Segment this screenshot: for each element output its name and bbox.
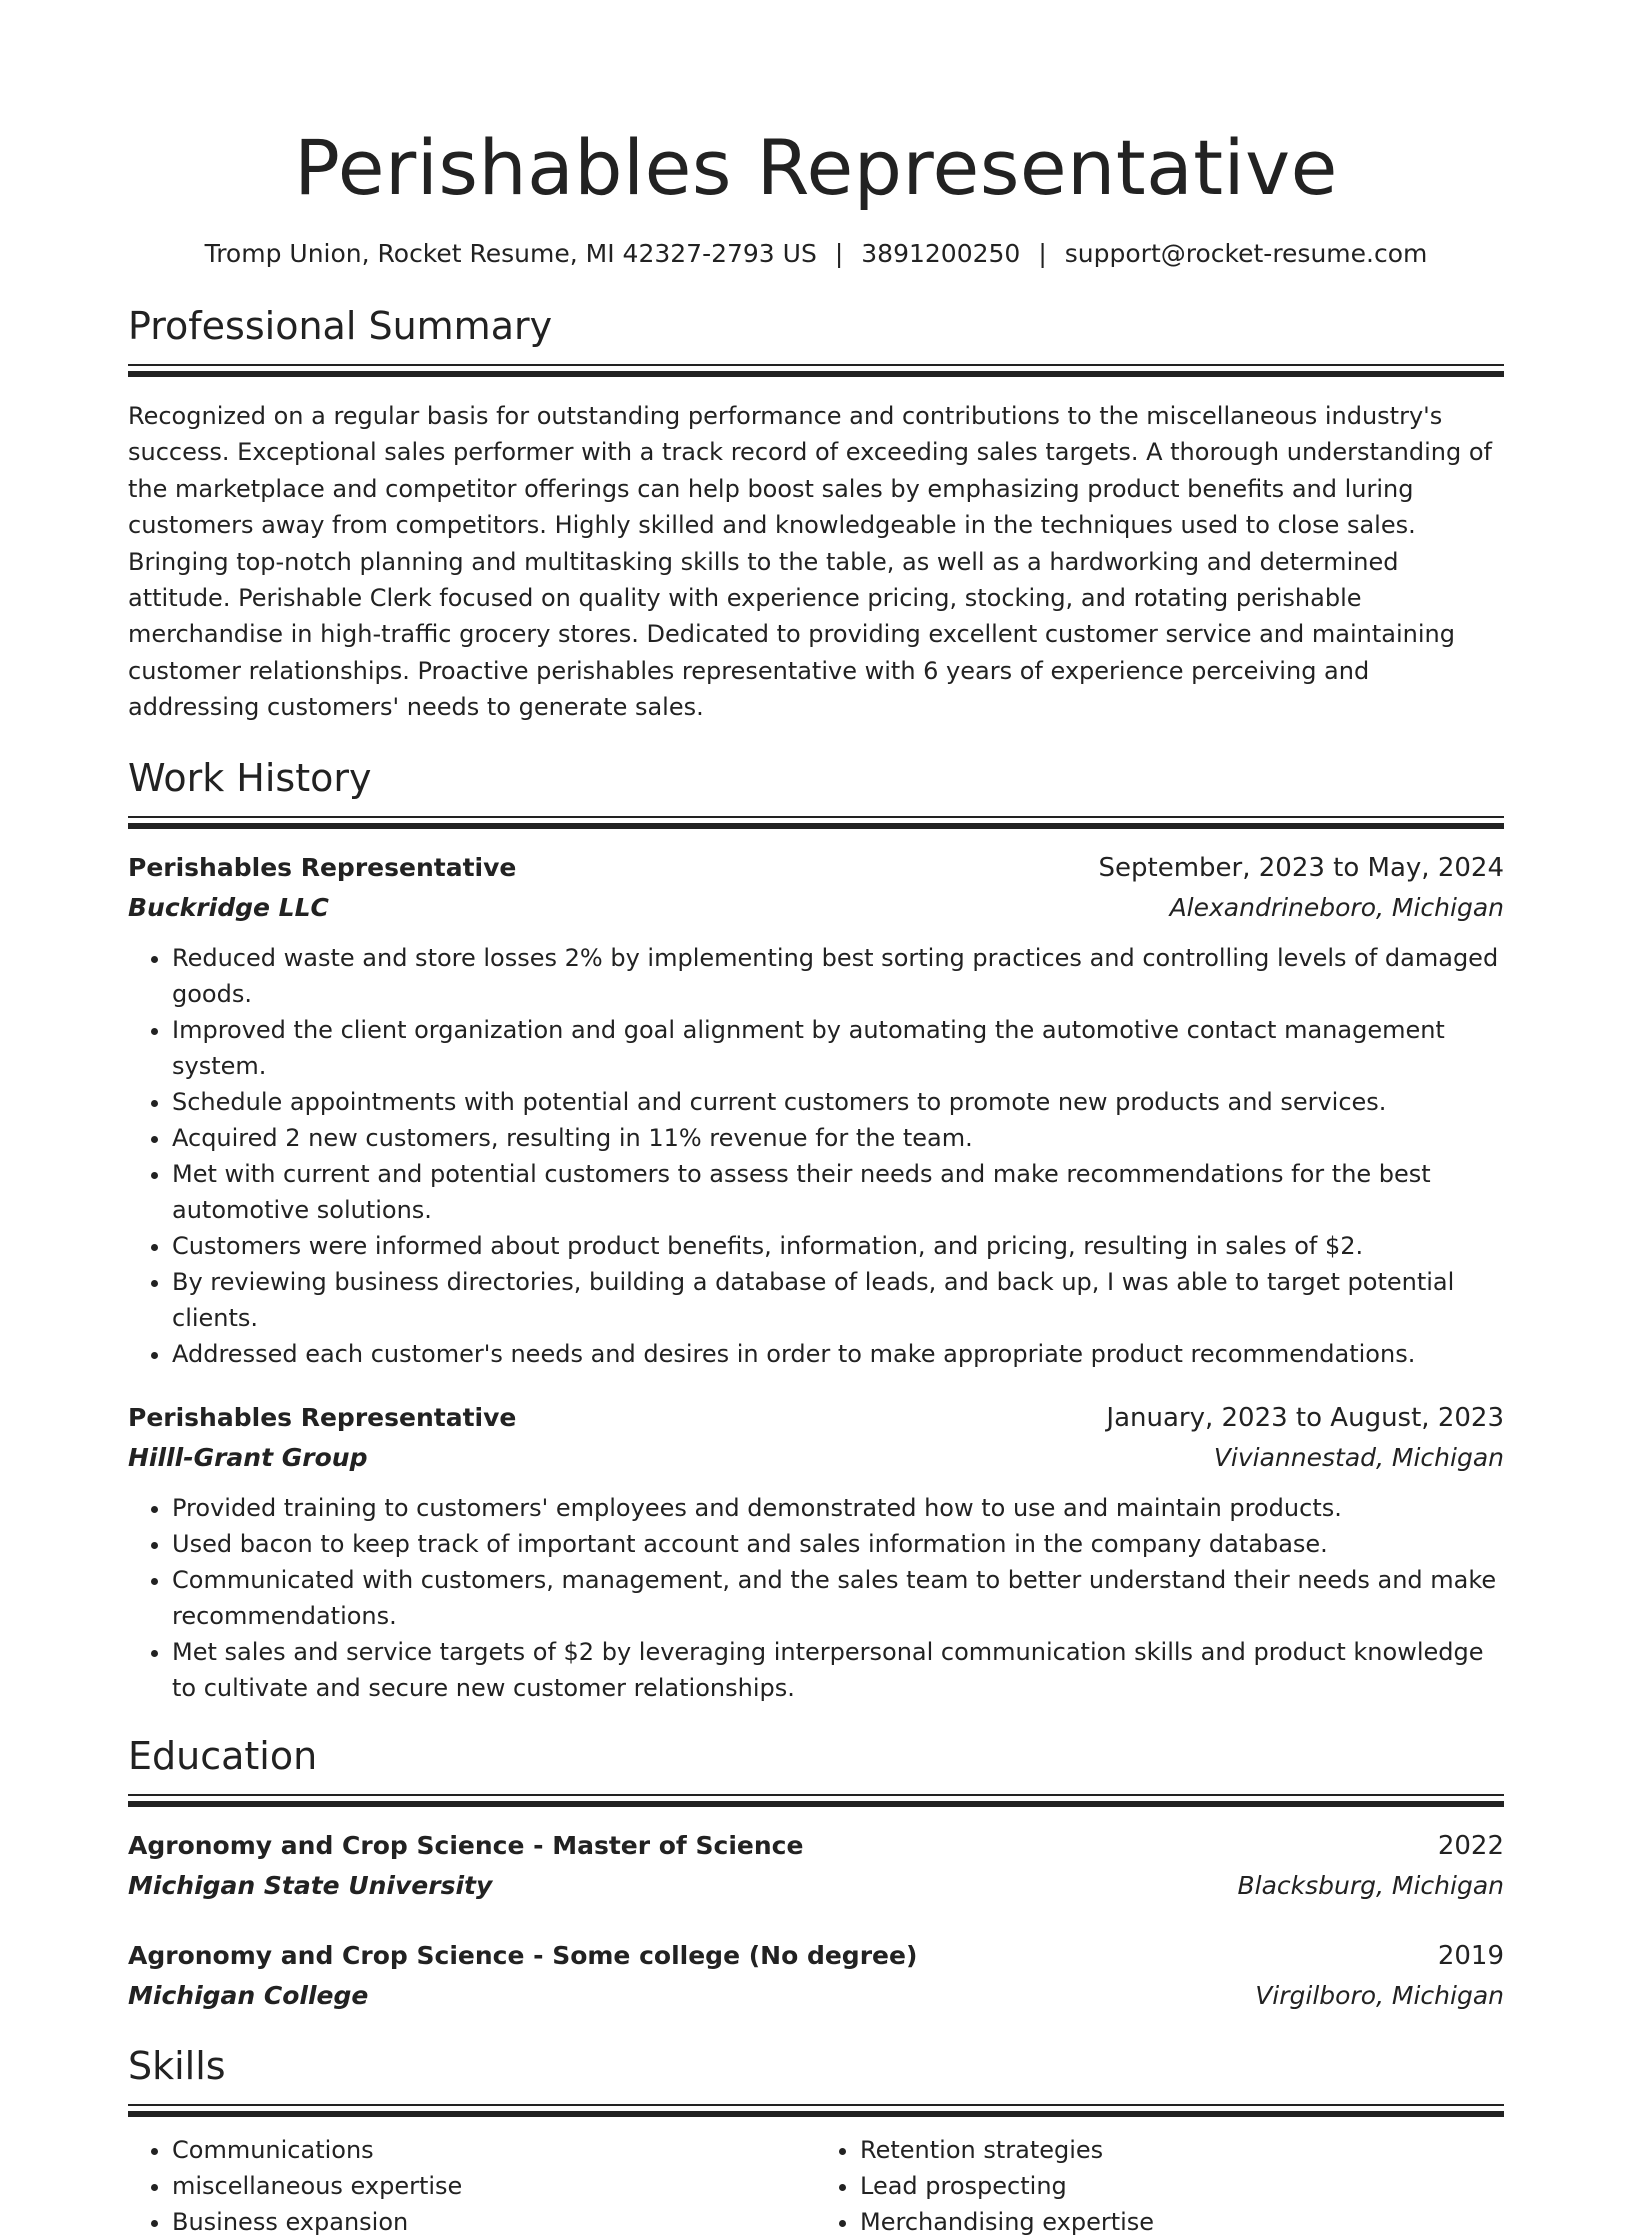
contact-address: Tromp Union, Rocket Resume, MI 42327-2793 US [204,239,817,268]
job-company: Hilll-Grant Group [128,1442,368,1472]
job-company: Buckridge LLC [128,892,329,922]
education-section [128,1732,1504,2016]
skill-item: • Merchandising expertise [860,2204,1504,2240]
list-item: • Addressed each customer's needs and desires in order to make appropriate product recommendations. [172,1336,1504,1372]
section-title-skills: Skills [128,2043,226,2088]
section-divider [128,1794,1504,1808]
section-title-education: Education [128,1733,318,1778]
education-degree: Agronomy and Crop Science - Master of Science [128,1830,804,1860]
section-divider [128,2104,1504,2118]
job-entry [128,1398,1504,1706]
list-item: • Customers were informed about product benefits, information, and pricing, resulting in sales of $2. [172,1228,1504,1264]
job-title: Perishables Representative [128,852,517,882]
contact-email[interactable]: support@rocket-resume.com [1064,239,1428,268]
job-entry [128,848,1504,1372]
skills-list-right [816,2132,1504,2240]
job-location: Alexandrineboro, Michigan [1169,892,1504,922]
contact-phone: 3891200250 [861,239,1021,268]
contact-separator: | [1038,239,1047,268]
education-year: 2019 [1437,1940,1504,1971]
job-bullets [128,940,1504,1372]
section-divider [128,364,1504,378]
section-title-summary: Professional Summary [128,304,553,348]
job-location: Viviannestad, Michigan [1213,1442,1504,1472]
summary-section [128,302,1504,726]
list-item: • Schedule appointments with potential and current customers to promote new products and services. [172,1084,1504,1120]
list-item: • Acquired 2 new customers, resulting in 11% revenue for the team. [172,1120,1504,1156]
list-item: • Met with current and potential customers to assess their needs and make recommendations for the best automotive solutions. [172,1156,1504,1228]
work-section [128,754,1504,1706]
skill-item: • Communications [172,2132,816,2168]
education-location: Virgilboro, Michigan [1255,1980,1504,2010]
skill-item: • Retention strategies [860,2132,1504,2168]
job-bullets [128,1490,1504,1706]
section-divider [128,816,1504,830]
resume-name: Perishables Representative [294,123,1338,212]
summary-text: Recognized on a regular basis for outstanding performance and contributions to the miscellaneous industry's success. Exceptional sales performer with a track record of exceeding sales targets. A thorough understanding of the marketplace and competitor offerings can help boost sales by emphasizing product benefits and luring customers away from competitors. Highly skilled and knowledgeable in the techniques used to close sales. Bringing top-notch planning and multitasking skills to the table, as well as a hardworking and determined attitude. Perishable Clerk focused on quality with experience pricing, stocking, and rotating perishable merchandise in high-traffic grocery stores. Dedicated to providing excellent customer service and maintaining customer relationships. Proactive perishables representative with 6 years of experience perceiving and addressing customers' needs to generate sales. [128,402,1492,722]
list-item: • Reduced waste and store losses 2% by implementing best sorting practices and controlling levels of damaged goods. [172,940,1504,1012]
education-entry [128,1826,1504,1906]
list-item: • Provided training to customers' employees and demonstrated how to use and maintain products. [172,1490,1504,1526]
skills-columns [128,2132,1504,2240]
skill-item: • miscellaneous expertise [172,2168,816,2204]
skills-list-left [128,2132,816,2240]
list-item: • Used bacon to keep track of important account and sales information in the company database. [172,1526,1504,1562]
job-dates: September, 2023 to May, 2024 [1098,852,1504,883]
resume-page [128,0,1504,2240]
skills-section [128,2042,1504,2240]
contact-line [128,238,1504,270]
education-school: Michigan College [128,1980,369,2010]
contact-separator: | [834,239,844,268]
education-entry [128,1936,1504,2016]
list-item: • Communicated with customers, management, and the sales team to better understand their needs and make recommendations. [172,1562,1504,1634]
skill-item: • Business expansion [172,2204,816,2240]
education-degree: Agronomy and Crop Science - Some college (No degree) [128,1940,918,1970]
job-title: Perishables Representative [128,1402,517,1432]
education-year: 2022 [1437,1830,1504,1861]
education-school: Michigan State University [128,1870,493,1900]
job-dates: January, 2023 to August, 2023 [1106,1402,1504,1433]
education-location: Blacksburg, Michigan [1237,1870,1504,1900]
skill-item: • Lead prospecting [860,2168,1504,2204]
section-title-work: Work History [128,755,372,800]
list-item: • Met sales and service targets of $2 by leveraging interpersonal communication skills and product knowledge to cultivate and secure new customer relationships. [172,1634,1504,1706]
list-item: • By reviewing business directories, building a database of leads, and back up, I was able to target potential clients. [172,1264,1504,1336]
list-item: • Improved the client organization and goal alignment by automating the automotive contact management system. [172,1012,1504,1084]
